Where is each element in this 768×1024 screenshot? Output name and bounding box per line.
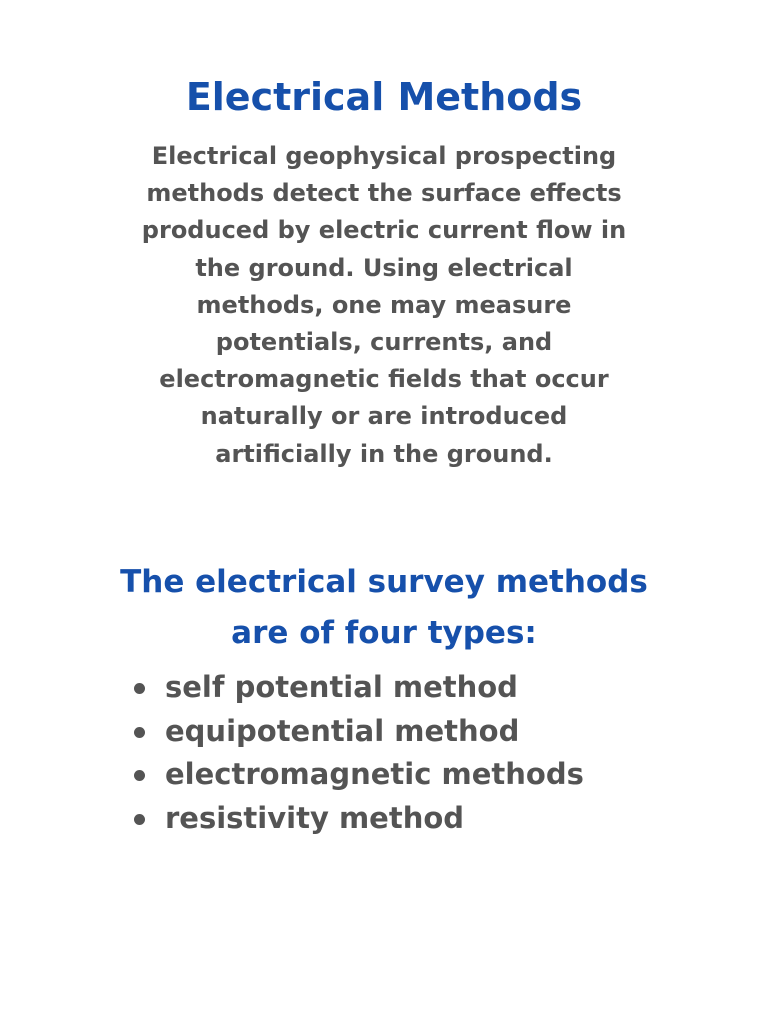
bullet-icon	[134, 770, 145, 781]
bullet-icon	[134, 814, 145, 825]
bullet-icon	[134, 727, 145, 738]
intro-line: the ground. Using electrical	[195, 253, 573, 282]
intro-paragraph	[124, 138, 644, 473]
section-heading-line: The electrical survey methods	[120, 564, 648, 600]
list-item-label: self potential method	[165, 670, 518, 704]
intro-line: artificially in the ground.	[215, 439, 553, 468]
intro-line: methods, one may measure	[196, 290, 572, 319]
section-heading-line: are of four types:	[231, 615, 537, 651]
intro-line: methods detect the surface effects	[146, 179, 622, 208]
method-types-list	[130, 666, 690, 841]
intro-line: naturally or are introduced	[200, 402, 568, 431]
intro-line: Electrical geophysical prospecting	[151, 142, 617, 170]
bullet-icon	[134, 683, 145, 694]
page-title: Electrical Methods	[185, 75, 583, 119]
list-item	[130, 710, 690, 754]
list-item	[130, 753, 690, 797]
intro-line: potentials, currents, and	[215, 328, 553, 357]
section-heading	[60, 557, 708, 659]
intro-line: electromagnetic fields that occur	[159, 365, 609, 394]
list-item-label: equipotential method	[165, 713, 520, 748]
list-item-label: resistivity method	[165, 801, 465, 836]
list-item-label: electromagnetic methods	[165, 757, 584, 792]
list-item	[130, 666, 690, 710]
intro-line: produced by electric current flow in	[141, 216, 627, 245]
list-item	[130, 797, 690, 841]
